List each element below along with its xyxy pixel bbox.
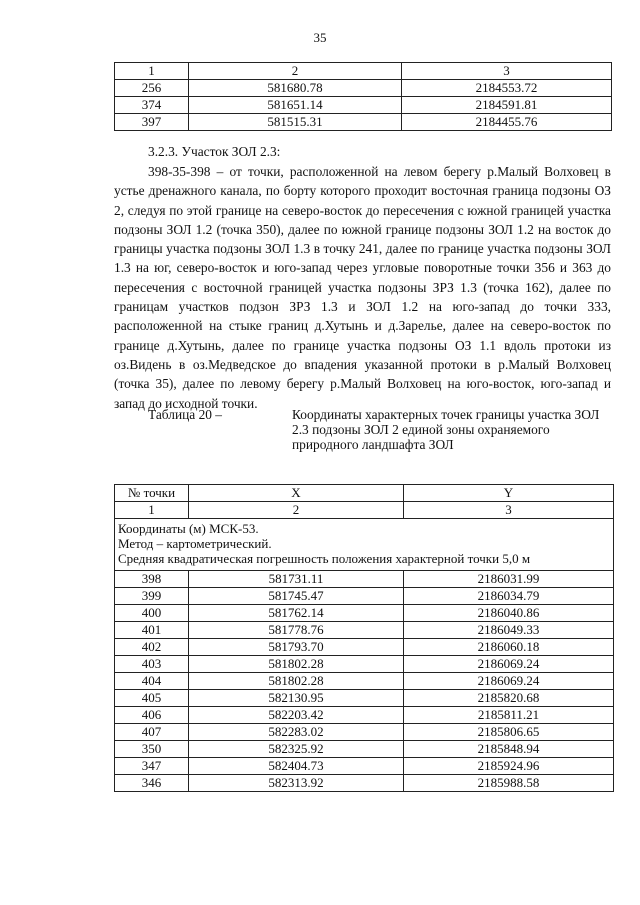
table-row xyxy=(115,707,614,724)
point-number: 399 xyxy=(115,588,189,605)
y-coordinate: 2184591.81 xyxy=(402,97,612,114)
table-row xyxy=(115,114,612,131)
y-coordinate: 2185848.94 xyxy=(404,741,614,758)
page-number: 35 xyxy=(313,30,327,45)
y-coordinate: 2185988.58 xyxy=(404,775,614,792)
header-cell: 2 xyxy=(189,63,402,80)
table-row xyxy=(115,656,614,673)
coordinate-rows xyxy=(115,571,614,792)
table-row xyxy=(115,97,612,114)
x-coordinate: 582404.73 xyxy=(189,758,404,775)
column-index: 2 xyxy=(189,502,404,519)
point-number: 406 xyxy=(115,707,189,724)
y-coordinate: 2185924.96 xyxy=(404,758,614,775)
info-row xyxy=(115,519,614,571)
y-coordinate: 2186034.79 xyxy=(404,588,614,605)
header-x: X xyxy=(189,485,404,502)
coordinates-table xyxy=(114,484,614,792)
x-coordinate: 581802.28 xyxy=(189,673,404,690)
header-point-number: № точки xyxy=(115,485,189,502)
info-accuracy: Средняя квадратическая погрешность положения характерной точки 5,0 м xyxy=(118,551,531,566)
point-number: 346 xyxy=(115,775,189,792)
point-number: 405 xyxy=(115,690,189,707)
y-coordinate: 2186069.24 xyxy=(404,656,614,673)
table-row xyxy=(115,775,614,792)
x-coordinate: 581778.76 xyxy=(189,622,404,639)
point-number: 404 xyxy=(115,673,189,690)
point-number: 397 xyxy=(115,114,189,131)
table-row xyxy=(115,741,614,758)
section-paragraph: 398-35-398 – от точки, расположенной на левом берегу р.Малый Волховец в устье дренажного канала, по борту которого проходит восточная граница подзоны ОЗ 2, следуя по этой границе на северо-восток до пересечения с южной границей участка подзоны ЗОЛ 1.2 (точка 350), далее по южной границе подзоны ЗОЛ 1.2 на восток до границы участка подзоны ЗОЛ 1.3 в точку 241, далее по границе участка подзоны ЗОЛ 1.3 на юг, северо-восток и юго-запад через угловые поворотные точки 356 и 363 до пересечения с восточной границей участка подзоны ЗРЗ 1.3 (точка 162), далее по границам участков подзон ЗРЗ 1.3 и ЗОЛ 1.2 на юго-запад до точки 333, расположенной на стыке границ д.Хутынь и д.Зарелье, далее на северо-восток по границе д.Хутынь, далее по границе участка подзоны ОЗ 1.1 вдоль протоки из оз.Видень в оз.Медведское до впадения указанной протоки в р.Малый Волховец (точка 35), далее по левому берегу р.Малый Волховец на юго-восток, юго-запад и запад до исходной точки. xyxy=(114,164,611,411)
y-coordinate: 2184553.72 xyxy=(402,80,612,97)
x-coordinate: 581680.78 xyxy=(189,80,402,97)
y-coordinate: 2185820.68 xyxy=(404,690,614,707)
x-coordinate: 582203.42 xyxy=(189,707,404,724)
column-index-row xyxy=(115,502,614,519)
point-number: 374 xyxy=(115,97,189,114)
info-method: Метод – картометрический. xyxy=(118,536,272,551)
x-coordinate: 582313.92 xyxy=(189,775,404,792)
y-coordinate: 2186040.86 xyxy=(404,605,614,622)
table-header-row xyxy=(115,63,612,80)
point-number: 402 xyxy=(115,639,189,656)
table-row xyxy=(115,639,614,656)
x-coordinate: 581731.11 xyxy=(189,571,404,588)
point-number: 350 xyxy=(115,741,189,758)
table-caption-title: Координаты характерных точек границы участка ЗОЛ 2.3 подзоны ЗОЛ 2 единой зоны охраняемого природного ландшафта ЗОЛ xyxy=(292,407,600,452)
table-row xyxy=(115,758,614,775)
table-header-row xyxy=(115,485,614,502)
table-row xyxy=(115,673,614,690)
y-coordinate: 2186069.24 xyxy=(404,673,614,690)
section-heading: 3.2.3. Участок ЗОЛ 2.3: xyxy=(148,144,281,159)
y-coordinate: 2185806.65 xyxy=(404,724,614,741)
y-coordinate: 2186049.33 xyxy=(404,622,614,639)
point-number: 401 xyxy=(115,622,189,639)
point-number: 398 xyxy=(115,571,189,588)
header-cell: 1 xyxy=(115,63,189,80)
table-row xyxy=(115,724,614,741)
x-coordinate: 582130.95 xyxy=(189,690,404,707)
column-index: 3 xyxy=(404,502,614,519)
header-cell: 3 xyxy=(402,63,612,80)
info-coordinate-system: Координаты (м) МСК-53. xyxy=(118,521,259,536)
x-coordinate: 581762.14 xyxy=(189,605,404,622)
header-y: Y xyxy=(404,485,614,502)
y-coordinate: 2184455.76 xyxy=(402,114,612,131)
continued-coordinates-table xyxy=(114,62,612,131)
table-row xyxy=(115,690,614,707)
point-number: 403 xyxy=(115,656,189,673)
x-coordinate: 581802.28 xyxy=(189,656,404,673)
table-row xyxy=(115,80,612,97)
x-coordinate: 582283.02 xyxy=(189,724,404,741)
x-coordinate: 582325.92 xyxy=(189,741,404,758)
point-number: 347 xyxy=(115,758,189,775)
x-coordinate: 581745.47 xyxy=(189,588,404,605)
y-coordinate: 2186031.99 xyxy=(404,571,614,588)
coordinate-system-info xyxy=(115,519,614,571)
y-coordinate: 2186060.18 xyxy=(404,639,614,656)
x-coordinate: 581515.31 xyxy=(189,114,402,131)
column-index: 1 xyxy=(115,502,189,519)
x-coordinate: 581651.14 xyxy=(189,97,402,114)
point-number: 407 xyxy=(115,724,189,741)
x-coordinate: 581793.70 xyxy=(189,639,404,656)
y-coordinate: 2185811.21 xyxy=(404,707,614,724)
table-row xyxy=(115,622,614,639)
point-number: 400 xyxy=(115,605,189,622)
table-caption-label: Таблица 20 – xyxy=(148,407,223,422)
table-row xyxy=(115,588,614,605)
table-row xyxy=(115,571,614,588)
point-number: 256 xyxy=(115,80,189,97)
table-row xyxy=(115,605,614,622)
